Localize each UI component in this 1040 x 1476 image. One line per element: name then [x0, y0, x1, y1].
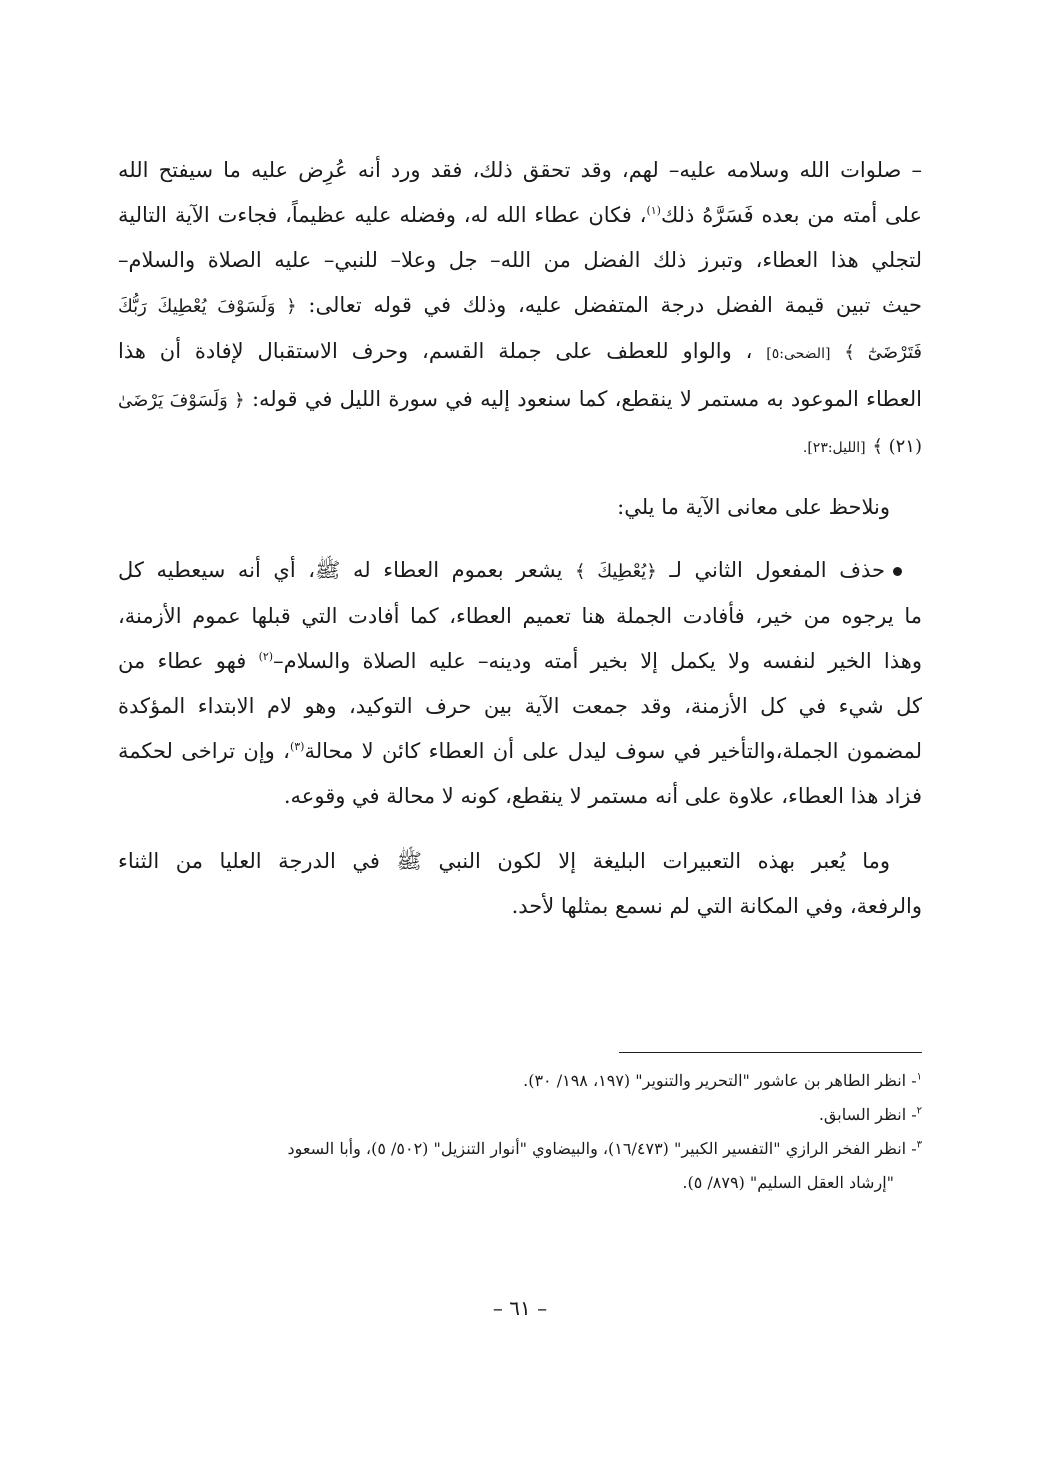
footnote-divider [619, 1052, 922, 1053]
paragraph-1-line-2 [118, 193, 922, 238]
text-segment: وهذا الخير لنفسه ولا يكمل إلا بخير أمته ودينه– عليه الصلاة والسلام– [273, 649, 922, 673]
spacer [118, 471, 922, 485]
paragraph-1-line-6 [118, 377, 922, 423]
paragraph-3-line-1 [118, 548, 922, 594]
quran-verse: ﴿يُعْطِيكَ ﴾ [575, 561, 657, 582]
footnote-number: ٣ [916, 1139, 922, 1151]
quran-verse: ﴿ وَلَسَوْفَ يَرْضَىٰ [118, 390, 245, 411]
spacer [118, 530, 922, 548]
text-segment: حيث تبين قيمة الفضل درجة المتفضل عليه، وذلك في قوله تعالى: [308, 293, 922, 317]
spacer [118, 819, 922, 839]
footnote-ref-2[interactable]: (٢) [258, 650, 274, 663]
paragraph-3-line-6: فزاد هذا العطاء، علاوة على أنه مستمر لا ينقطع، كونه لا محالة في وقوعه. [283, 784, 922, 808]
text-segment: ، فكان عطاء الله له، وفضله عليه عظيماً، فجاءت الآية التالية [118, 203, 647, 227]
footnote-2 [118, 1098, 922, 1132]
text-segment: على أمته من بعده فَسَرَّهُ ذلك [660, 203, 923, 227]
paragraph-3-line-4: كل شيء في كل الأزمنة، وقد جمعت الآية بين حرف التوكيد، وهو لام الابتداء المؤكدة [118, 694, 922, 718]
paragraph-1-line-1: – صلوات الله وسلامه عليه– لهم، وقد تحقق ذلك، فقد ورد أنه عُرِض عليه ما سيفتح الله [118, 158, 922, 182]
footnote-text: - انظر الطاهر بن عاشور "التحرير والتنوير" (١٩٧، ١٩٨/ ٣٠). [523, 1071, 917, 1090]
text-segment: حذف المفعول الثاني لـ [669, 558, 885, 582]
paragraph-3-line-3 [118, 639, 922, 684]
paragraph-1-line-3: لتجلي هذا العطاء، وتبرز ذلك الفضل من الله– جل وعلا– للنبي– عليه الصلاة والسلام– [118, 248, 922, 272]
footnote-number: ١ [916, 1071, 922, 1083]
paragraph-3-line-2: ما يرجوه من خير، فأفادت الجملة هنا تعميم العطاء، كما أفادت التي قبلها عموم الأزمنة، [118, 604, 922, 628]
paragraph-3 [118, 548, 922, 819]
text-segment: ، والواو للعطف على جملة القسم، وحرف الاستقبال لإفادة أن هذا [118, 339, 753, 363]
text-segment: فهو عطاء من [118, 649, 247, 673]
verse-reference: [الضحى:٥] [766, 346, 831, 362]
text-segment: يشعر بعموم العطاء له ﷺ، أي أنه سيعطيه كل [118, 558, 563, 582]
footnote-ref-1[interactable]: (١) [646, 204, 661, 217]
text-segment: لمضمون الجملة،والتأخير في سوف ليدل على أن العطاء كائن لا محالة [304, 739, 922, 763]
footnote-1 [118, 1064, 922, 1098]
footnotes [118, 1064, 922, 1200]
text-segment: ، وإن تراخى لحكمة [118, 739, 290, 763]
footnote-number: ٢ [916, 1105, 922, 1117]
footnote-text: - انظر الفخر الرازي "التفسير الكبير" (١٦/٤٧٣)، والبيضاوي "أنوار التنزيل" (٥٠٢/ ٥)، وأبا السعود [287, 1139, 917, 1158]
paragraph-1-line-4 [118, 283, 922, 329]
page-body [118, 148, 922, 929]
paragraph-2-line-1: ونلاحظ على معانى الآية ما يلي: [617, 495, 890, 519]
verse-reference: [الليل:٢٣]. [802, 440, 866, 456]
bullet-icon [893, 567, 902, 576]
paragraph-4-line-1: وما يُعبر بهذه التعبيرات البليغة إلا لكون النبي ﷺ في الدرجة العليا من الثناء [118, 849, 890, 873]
footnote-text: - انظر السابق. [818, 1105, 917, 1124]
paragraph-1-line-7 [118, 423, 922, 471]
page-number: – ٦١ – [492, 1296, 548, 1320]
text-segment: العطاء الموعود به مستمر لا ينقطع، كما سنعود إليه في سورة الليل في قوله: [251, 387, 922, 411]
paragraph-1-line-5 [118, 329, 922, 377]
quran-verse: فَتَرْضَىٰٓ ﴾ [844, 342, 922, 363]
footnote-ref-3[interactable]: (٣) [289, 740, 305, 753]
paragraph-3-line-5 [118, 729, 922, 774]
paragraph-1 [118, 148, 922, 471]
paragraph-4 [118, 839, 922, 929]
paragraph-4-line-2: والرفعة، وفي المكانة التي لم نسمع بمثلها لأحد. [511, 894, 922, 918]
footnote-3-continued: "إرشاد العقل السليم" (٨٧٩/ ٥). [682, 1173, 894, 1192]
paragraph-2 [118, 485, 922, 530]
quran-verse: ﴿ وَلَسَوْفَ يُعْطِيكَ رَبُّكَ [118, 296, 297, 317]
quran-verse: (٢١) ﴾ [872, 436, 922, 457]
footnote-3 [118, 1132, 922, 1166]
